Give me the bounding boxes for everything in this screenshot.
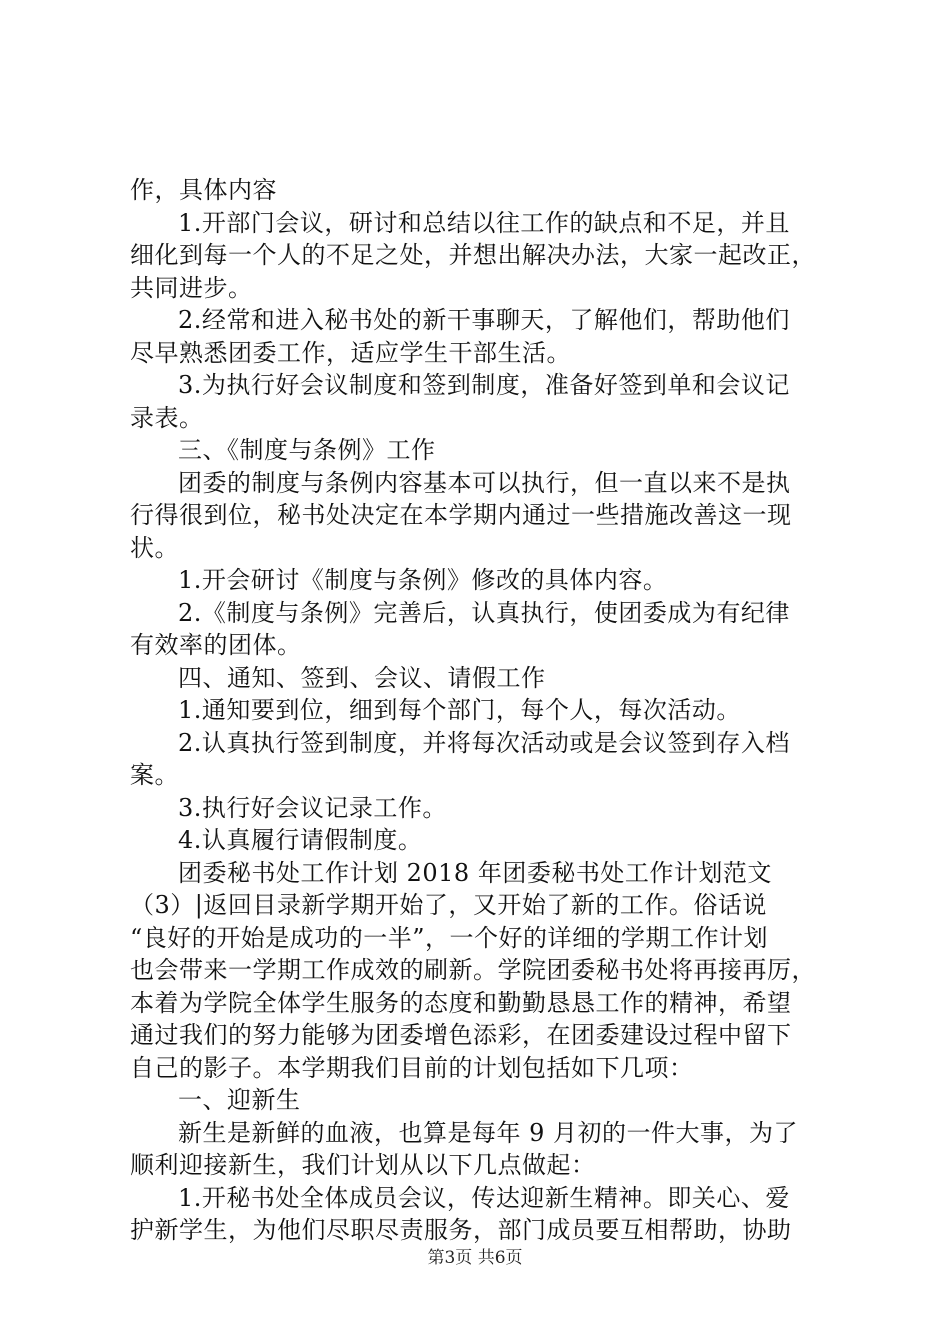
text-line: 4.认真履行请假制度。 bbox=[178, 826, 423, 854]
text-line: 共同进步。 bbox=[130, 273, 253, 302]
text-line: 尽早熟悉团委工作，适应学生干部生活。 bbox=[130, 338, 571, 367]
text-line: 新生是新鲜的血液，也算是每年 9 月初的一件大事，为了 bbox=[178, 1118, 799, 1147]
text-line: 细化到每一个人的不足之处，并想出解决办法，大家一起改正， bbox=[130, 241, 816, 269]
text-line: 行得很到位，秘书处决定在本学期内通过一些措施改善这一现 bbox=[130, 501, 792, 529]
text-line: 1.开部门会议，研讨和总结以往工作的缺点和不足，并且 bbox=[178, 208, 790, 237]
text-line: 自己的影子。本学期我们目前的计划包括如下几项： bbox=[130, 1053, 694, 1082]
text-line: “良好的开始是成功的一半”，一个好的详细的学期工作计划 bbox=[130, 923, 769, 952]
text-line: 1.开秘书处全体成员会议，传达迎新生精神。即关心、爱 bbox=[178, 1183, 790, 1212]
text-line: 2.《制度与条例》完善后，认真执行，使团委成为有纪律 bbox=[178, 598, 790, 627]
text-line: 1.通知要到位，细到每个部门，每个人，每次活动。 bbox=[178, 696, 741, 724]
text-line: 本着为学院全体学生服务的态度和勤勤恳恳工作的精神，希望 bbox=[130, 988, 792, 1017]
text-line: 也会带来一学期工作成效的刷新。学院团委秘书处将再接再厉， bbox=[130, 956, 816, 984]
text-line: 作，具体内容 bbox=[130, 176, 277, 204]
text-line: 顺利迎接新生，我们计划从以下几点做起： bbox=[130, 1151, 596, 1179]
text-line: （3）|返回目录新学期开始了，又开始了新的工作。俗话说 bbox=[130, 891, 767, 919]
text-line: 通过我们的努力能够为团委增色添彩，在团委建设过程中留下 bbox=[130, 1021, 792, 1049]
text-line: 团委的制度与条例内容基本可以执行，但一直以来不是执 bbox=[178, 468, 791, 497]
text-line: 有效率的团体。 bbox=[130, 631, 302, 659]
section-heading: 一、迎新生 bbox=[178, 1086, 301, 1114]
text-line: 3.为执行好会议制度和签到制度，准备好签到单和会议记 bbox=[178, 371, 790, 399]
text-line: 状。 bbox=[130, 533, 179, 562]
document-body bbox=[130, 174, 830, 1247]
text-line: 案。 bbox=[130, 761, 179, 789]
page-number-footer: 第3页 共6页 bbox=[427, 1248, 523, 1268]
text-line: 2.认真执行签到制度，并将每次活动或是会议签到存入档 bbox=[178, 728, 790, 757]
text-line: 3.执行好会议记录工作。 bbox=[178, 793, 447, 822]
text-line: 护新学生，为他们尽职尽责服务，部门成员要互相帮助，协助 bbox=[130, 1216, 792, 1244]
text-line: 团委秘书处工作计划 2018 年团委秘书处工作计划范文 bbox=[178, 858, 772, 887]
section-heading: 三、《制度与条例》工作 bbox=[178, 436, 436, 464]
text-line: 录表。 bbox=[130, 403, 204, 432]
text-line: 2.经常和进入秘书处的新干事聊天，了解他们，帮助他们 bbox=[178, 306, 790, 334]
text-line: 1.开会研讨《制度与条例》修改的具体内容。 bbox=[178, 566, 668, 594]
section-heading: 四、通知、签到、会议、请假工作 bbox=[178, 663, 546, 692]
